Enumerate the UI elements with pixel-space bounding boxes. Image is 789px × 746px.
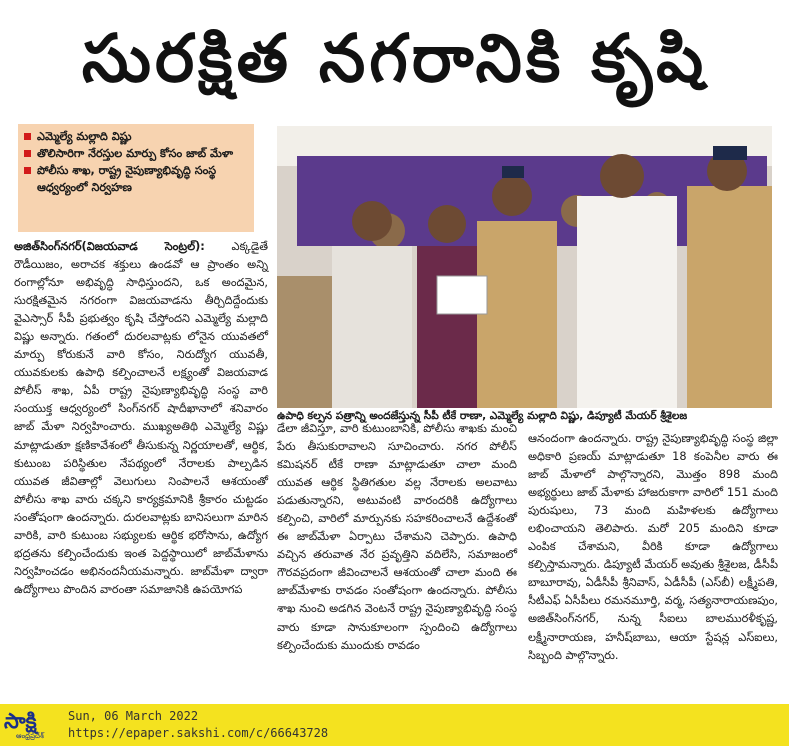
dateline: అజిత్‌సింగ్‌నగర్(విజయవాడ సెంట్రల్): <box>14 240 205 253</box>
article-text: ఎక్కడైతే రౌడీయిజం, అరాచక శక్తులు ఉండవో ఆ ప్రాంతం అన్ని రంగాల్లోనూ అభివృద్ధి సాధిస్తుందని, ఒక అందమైన, సురక్షితమైన నగరంగా విజయవాడను తీర్చిదిద్దేందుకు వైఎస్సార్‌ సీపీ ప్రభుత్వం కృషి చేస్తోందని ఎమ్మెల్యే మల్లాది విష్ణు అన్నారు. గతంలో దురలవాట్లకు లోనైన యువతలో మార్పు కోరుకునే వారి కోసం, నిరుద్యోగ యువతీ, యువకులకు ఉపాధి కల్పించాలనే లక్ష్యంతో విజయవాడ పోలీస్‌ శాఖ, ఏపీ రాష్ట్ర నైపుణ్యాభివృద్ధి సంస్థ వారి సంయుక్త ఆధ్వర్యంలో సింగ్‌నగర్‌ షాదీఖానాలో శనివారం జాబ్‌ మేళా నిర్వహించారు. ముఖ్యఅతిథి ఎమ్మెల్యే విష్ణు మాట్లాడుతూ క్షణికావేశంలో తీసుకున్న నిర్ణయాలతో, ఆర్థిక, కుటుంబ పరిస్థితుల నేపథ్యంలో నేరాలకు పాల్పడిన యువత జీవితాల్లో వెలుగులు నింపాలనే ఆశయంతో పోలీసు శాఖ వారు చక్కని కార్యక్రమానికి శ్రీకారం చుట్టడం సంతోషంగా ఉందన్నారు. దురలవాట్లకు బానిసలుగా మారిన వారికి, వారి కుటుంబ సభ్యులకు ఆర్థిక భరోసాను, ఉద్యోగ భద్రతను కల్పించేందుకు ఇంత పెద్దస్థాయిలో జాబ్‌మేళాను నిర్వహించడం అభినందనీయమన్నారు. జాబ్‌మేళా ద్వారా ఉద్యోగాలు పొందిన వారంతా సమాజానికి ఉపయోగప <box>14 240 268 596</box>
highlight-item <box>24 145 248 162</box>
article-text: ఆనందంగా ఉందన్నారు. రాష్ట్ర నైపుణ్యాభివృద్ధి సంస్థ జిల్లా అధికారి ప్రణయ్‌ మాట్లాడుతూ 18 కంపెనీల వారు ఈ జాబ్‌ మేళాలో పాల్గొన్నారని, మొత్తం 898 మంది అభ్యర్థులు జాబ్‌ మేళాకు హాజరుకాగా వారిలో 151 మంది పురుషులు, 73 మంది మహిళలకు ఉద్యోగాలు లభించాయని తెలిపారు. మరో 205 మందిని కూడా ఎంపిక చేశామని, వీరికి కూడా ఉద్యోగాలు కల్పిస్తామన్నారు. డిప్యూటీ మేయర్‌ అవుతు శ్రీశైలజ, డీసీపీ బాబూరావు, ఏడీసీపీ శ్రీనివాస్, ఏడీసీపీ (ఎస్‌బీ) లక్ష్మీపతి, సీటీఎఫ్‌ ఏసీపీలు రమనమూర్తి, వర్మ, సత్యనారాయణపుం, అజిత్‌సింగ్‌నగర్, నున్న సీఐలు బాలమురళీకృష్ణ, లక్ష్మీనారాయణ, హనీష్‌బాబు, ఆయా స్టేషన్ల ఎస్‌ఐలు, సిబ్బంది పాల్గొన్నారు. <box>528 432 778 662</box>
highlight-text: తొలిసారిగా నేరస్తుల మార్పు కోసం జాబ్ మేళా <box>37 147 234 160</box>
sakshi-logo <box>4 710 62 742</box>
epaper-url[interactable]: https://epaper.sakshi.com/c/66643728 <box>68 726 329 740</box>
article-column-2 <box>277 420 517 702</box>
highlight-item <box>24 162 248 196</box>
highlights-box <box>18 124 254 232</box>
highlight-item <box>24 128 248 145</box>
news-photo-illustration <box>277 126 772 408</box>
bullet-icon <box>24 133 31 140</box>
bullet-icon <box>24 167 31 174</box>
logo-subtext: ఆంధ్రప్రదేశ్ <box>16 732 44 740</box>
edition-date: Sun, 06 March 2022 <box>68 709 199 723</box>
article-text: డేలా జీవిస్తూ, వారి కుటుంబానికి, పోలీసు శాఖకు మంచి పేరు తీసుకురావాలని సూచించారు. నగర పోలీస్‌ కమిషనర్‌ టీకే రాణా మాట్లాడుతూ చాలా మంది యువత ఆర్థిక స్థితిగతుల వల్ల నేరాలకు అలవాటు పడుతున్నారని, అటువంటి వారందరికి ఉద్యోగాలు కల్పించి, వారిలో మార్పునకు సహకరించాలనే ఉద్దేశంతో ఈ జాబ్‌మేళా ఏర్పాటు చేశామని చెప్పారు. ఉపాధి వచ్చిన తరువాత నేర ప్రవృత్తిని వదిలేసి, సమాజంలో గౌరవప్రదంగా జీవించాలనే ఆశయంతో చాలా మంది ఈ జాబ్‌మేళాకు రావడం సంతోషంగా ఉందన్నారు. పోలీసు శాఖ నుంచి అడగిన వెంటనే రాష్ట్ర నైపుణ్యాభివృద్ధి సంస్థ వారు కూడా సానుకూలంగా స్పందించి ఉద్యోగాలు కల్పించేందుకు ముందుకు రావడం <box>277 422 517 652</box>
footer-bar <box>0 704 789 746</box>
bullet-icon <box>24 150 31 157</box>
highlight-text: పోలీసు శాఖ, రాష్ట్ర నైపుణ్యాభివృద్ధి సంస్థ ఆధ్వర్యంలో నిర్వహణ <box>37 164 217 194</box>
headline: సురక్షిత నగరానికి కృషి <box>81 20 708 97</box>
article-column-1 <box>14 238 268 700</box>
highlight-text: ఎమ్మెల్యే మల్లాది విష్ణు <box>37 130 132 143</box>
logo-text: సాక్షి <box>4 709 37 733</box>
footer-info <box>68 708 328 742</box>
article-column-3 <box>528 430 778 702</box>
news-photo <box>277 126 772 408</box>
photo-caption: ఉపాధి కల్పన పత్రాన్ని అందజేస్తున్న సీపీ టీకే రాణా, ఎమ్మెల్యే మల్లాది విష్ణు, డిప్యూటీ మేయర్ శ్రీశైలజ <box>277 410 688 422</box>
